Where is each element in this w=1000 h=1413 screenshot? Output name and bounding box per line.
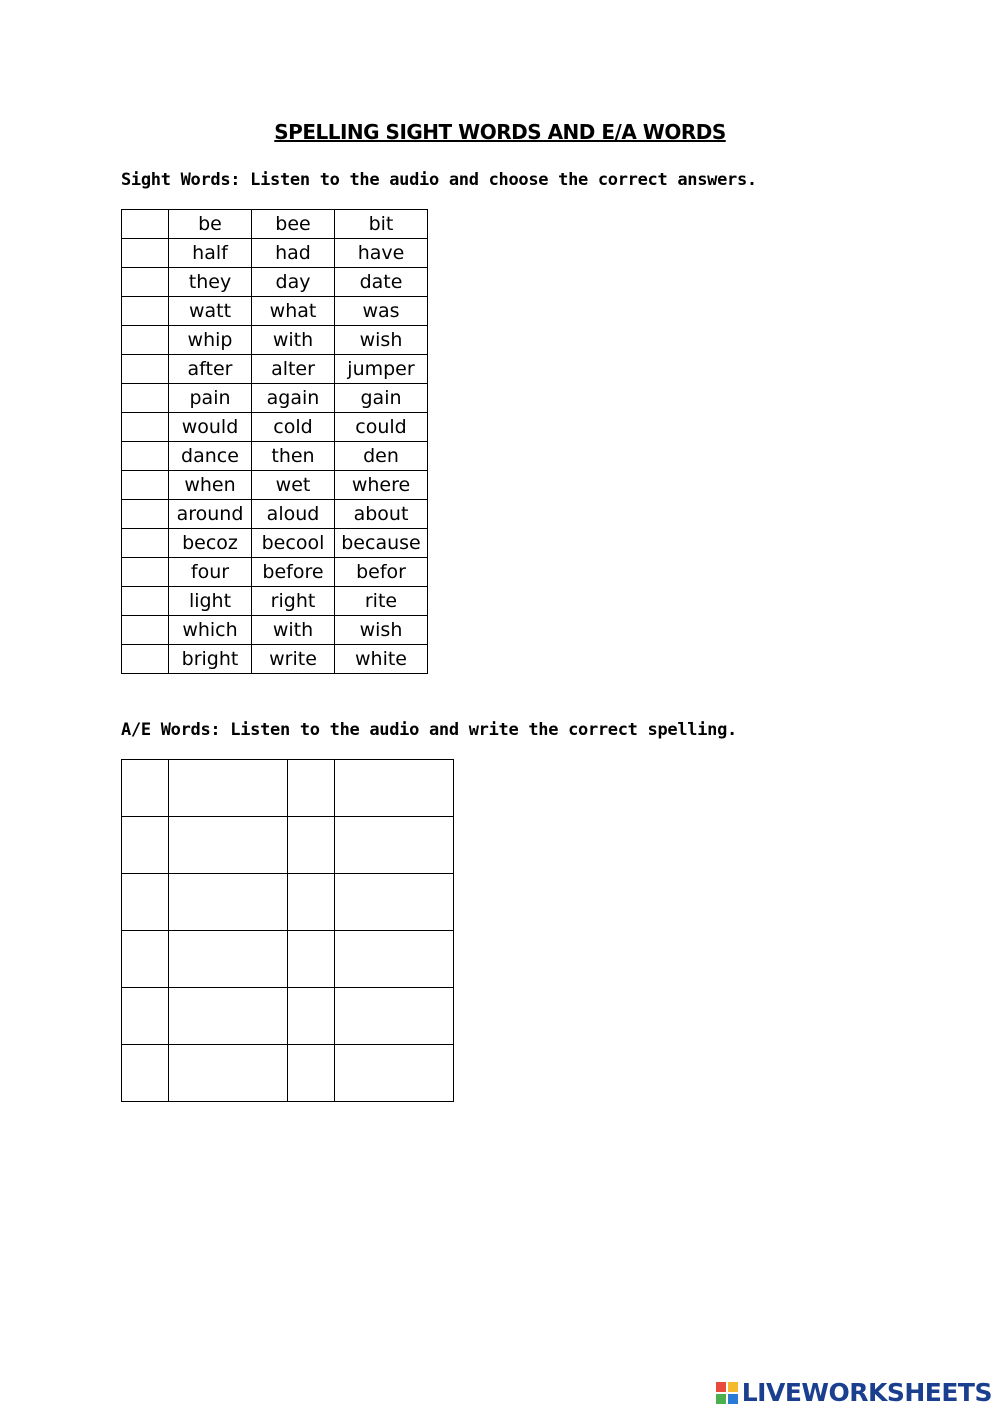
word-option[interactable]: watt [169,297,252,326]
spelling-answer-field[interactable] [335,874,454,931]
audio-cell[interactable] [288,874,335,931]
answer-checkbox-cell[interactable] [122,616,169,645]
table-row [122,616,428,645]
word-option[interactable]: again [252,384,335,413]
word-option[interactable]: with [252,326,335,355]
audio-cell[interactable] [122,817,169,874]
answer-checkbox-cell[interactable] [122,210,169,239]
spelling-answer-field[interactable] [335,817,454,874]
word-option[interactable]: wet [252,471,335,500]
word-option[interactable]: right [252,587,335,616]
word-option[interactable]: which [169,616,252,645]
word-option[interactable]: bee [252,210,335,239]
ae-words-instruction: A/E Words: Listen to the audio and write the correct spelling. [121,720,737,740]
answer-checkbox-cell[interactable] [122,529,169,558]
spelling-answer-field[interactable] [169,931,288,988]
word-option[interactable]: was [335,297,428,326]
table-row [122,931,454,988]
spelling-answer-field[interactable] [169,1045,288,1102]
word-option[interactable]: because [335,529,428,558]
answer-checkbox-cell[interactable] [122,326,169,355]
table-row [122,760,454,817]
table-row [122,645,428,674]
word-option[interactable]: four [169,558,252,587]
word-option[interactable]: day [252,268,335,297]
word-option[interactable]: cold [252,413,335,442]
audio-cell[interactable] [288,817,335,874]
word-option[interactable]: dance [169,442,252,471]
audio-cell[interactable] [288,1045,335,1102]
word-option[interactable]: around [169,500,252,529]
word-option[interactable]: wish [335,616,428,645]
audio-cell[interactable] [288,931,335,988]
word-option[interactable]: before [252,558,335,587]
spelling-answer-field[interactable] [335,988,454,1045]
word-option[interactable]: with [252,616,335,645]
table-row [122,413,428,442]
word-option[interactable]: befor [335,558,428,587]
audio-cell[interactable] [122,760,169,817]
answer-checkbox-cell[interactable] [122,471,169,500]
audio-cell[interactable] [122,988,169,1045]
liveworksheets-logo-text: LIVEWORKSHEETS [741,1378,992,1407]
word-option[interactable]: what [252,297,335,326]
word-option[interactable]: gain [335,384,428,413]
word-option[interactable]: where [335,471,428,500]
answer-checkbox-cell[interactable] [122,413,169,442]
answer-checkbox-cell[interactable] [122,384,169,413]
table-row [122,558,428,587]
answer-checkbox-cell[interactable] [122,442,169,471]
spelling-answer-field[interactable] [169,817,288,874]
table-row [122,874,454,931]
spelling-answer-field[interactable] [169,988,288,1045]
table-row [122,817,454,874]
word-option[interactable]: white [335,645,428,674]
table-row [122,297,428,326]
word-option[interactable]: light [169,587,252,616]
word-option[interactable]: den [335,442,428,471]
table-row [122,326,428,355]
word-option[interactable]: becoz [169,529,252,558]
word-option[interactable]: had [252,239,335,268]
table-row [122,210,428,239]
answer-checkbox-cell[interactable] [122,297,169,326]
word-option[interactable]: bit [335,210,428,239]
word-option[interactable]: aloud [252,500,335,529]
word-option[interactable]: could [335,413,428,442]
word-option[interactable]: they [169,268,252,297]
table-row [122,471,428,500]
page-title: SPELLING SIGHT WORDS AND E/A WORDS [274,120,726,144]
answer-checkbox-cell[interactable] [122,587,169,616]
sight-words-table [121,209,428,674]
table-row [122,1045,454,1102]
liveworksheets-logo [716,1378,992,1407]
spelling-answer-field[interactable] [335,760,454,817]
table-row [122,587,428,616]
word-option[interactable]: wish [335,326,428,355]
spelling-answer-field[interactable] [335,931,454,988]
audio-cell[interactable] [288,988,335,1045]
answer-checkbox-cell[interactable] [122,355,169,384]
liveworksheets-logo-icon [716,1382,738,1404]
word-option[interactable]: date [335,268,428,297]
answer-checkbox-cell[interactable] [122,239,169,268]
word-option[interactable]: then [252,442,335,471]
spelling-answer-field[interactable] [335,1045,454,1102]
word-option[interactable]: rite [335,587,428,616]
word-option[interactable]: alter [252,355,335,384]
answer-checkbox-cell[interactable] [122,268,169,297]
word-option[interactable]: would [169,413,252,442]
word-option[interactable]: have [335,239,428,268]
word-option[interactable]: about [335,500,428,529]
word-option[interactable]: be [169,210,252,239]
word-option[interactable]: pain [169,384,252,413]
audio-cell[interactable] [122,874,169,931]
word-option[interactable]: bright [169,645,252,674]
word-option[interactable]: half [169,239,252,268]
answer-checkbox-cell[interactable] [122,500,169,529]
ae-words-table [121,759,454,1102]
audio-cell[interactable] [122,1045,169,1102]
word-option[interactable]: becool [252,529,335,558]
answer-checkbox-cell[interactable] [122,558,169,587]
spelling-answer-field[interactable] [169,760,288,817]
table-row [122,239,428,268]
table-row [122,355,428,384]
audio-cell[interactable] [122,931,169,988]
table-row [122,384,428,413]
table-row [122,442,428,471]
word-option[interactable]: after [169,355,252,384]
table-row [122,988,454,1045]
answer-checkbox-cell[interactable] [122,645,169,674]
word-option[interactable]: jumper [335,355,428,384]
table-row [122,268,428,297]
word-option[interactable]: write [252,645,335,674]
table-row [122,500,428,529]
audio-cell[interactable] [288,760,335,817]
word-option[interactable]: when [169,471,252,500]
sight-words-instruction: Sight Words: Listen to the audio and choose the correct answers. [121,170,757,190]
word-option[interactable]: whip [169,326,252,355]
spelling-answer-field[interactable] [169,874,288,931]
table-row [122,529,428,558]
